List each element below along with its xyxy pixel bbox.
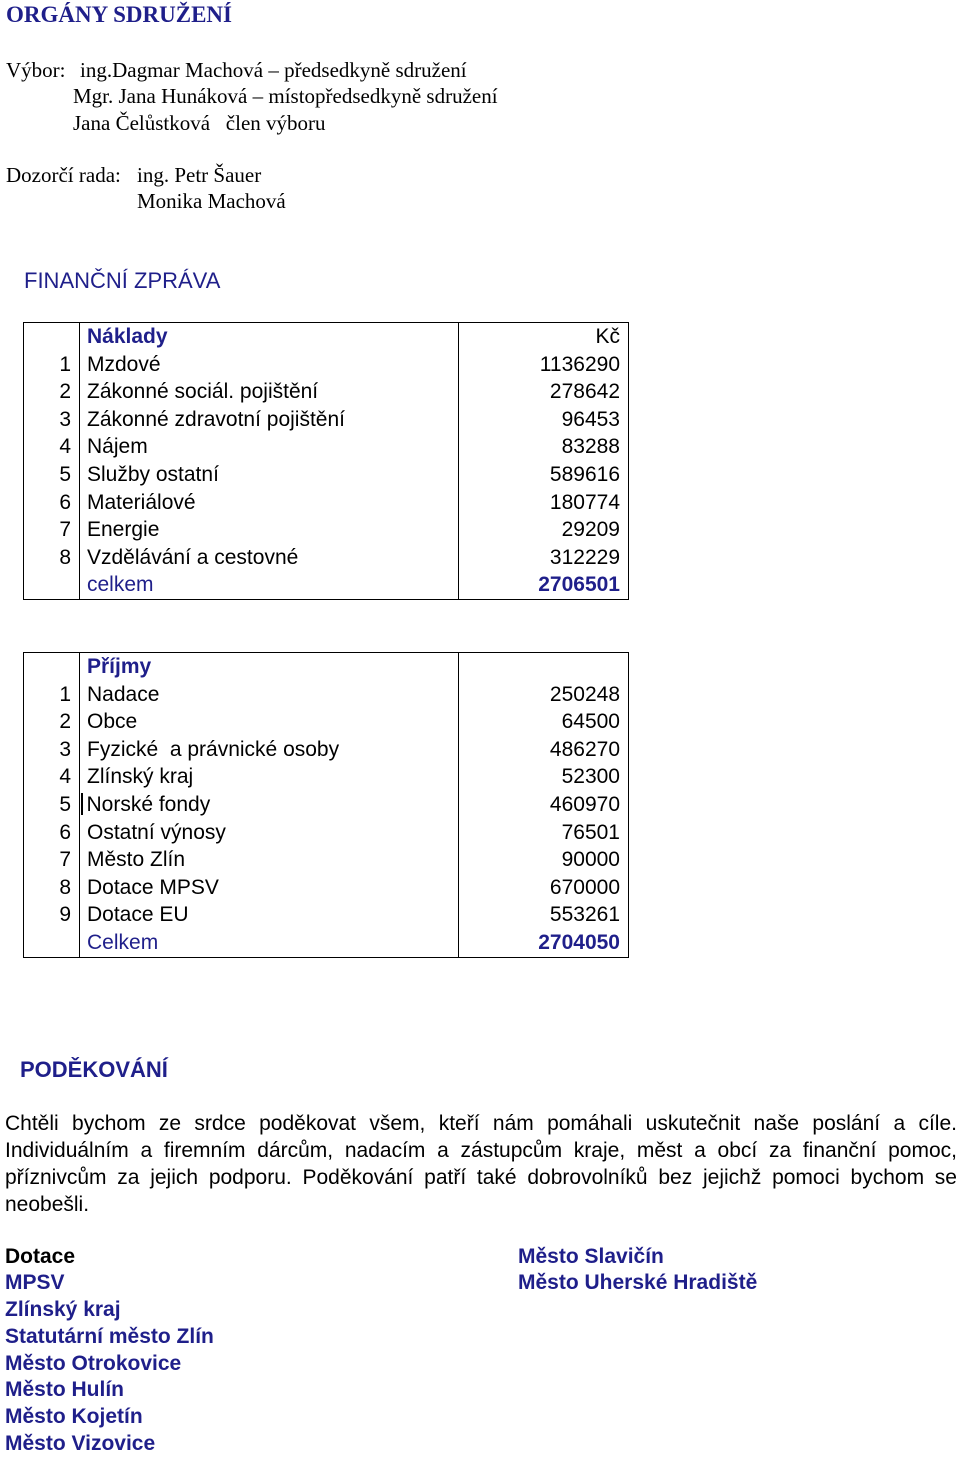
row-value: 460970 [459,791,629,819]
row-value: 553261 [459,901,629,929]
divider [81,793,83,815]
row-value: 250248 [459,681,629,709]
row-number: 5 [24,461,80,489]
donor-item: Dotace [5,1245,76,1268]
row-value: 670000 [459,874,629,902]
row-label: Město Zlín [80,846,459,874]
income-header-row [24,653,629,681]
row-number: 4 [24,763,80,791]
row-value: 486270 [459,736,629,764]
row-number: 8 [24,874,80,902]
row-number: 2 [24,708,80,736]
row-value: 64500 [459,708,629,736]
row-value: 589616 [459,461,629,489]
table-row [24,846,629,874]
income-total-row [24,929,629,957]
row-number: 3 [24,406,80,434]
row-number: 1 [24,681,80,709]
table-row [24,378,629,406]
table-cell [459,653,629,681]
table-row [24,461,629,489]
table-row [24,874,629,902]
row-number: 8 [24,544,80,572]
row-value: 180774 [459,489,629,517]
table-row [24,681,629,709]
row-value: 90000 [459,846,629,874]
row-number: 1 [24,351,80,379]
row-value: 83288 [459,433,629,461]
income-total-label: Celkem [80,929,459,957]
row-value: 96453 [459,406,629,434]
donor-item: Město Uherské Hradiště [518,1271,758,1294]
organs-title: ORGÁNY SDRUŽENÍ [6,2,232,27]
row-label: Dotace EU [80,901,459,929]
table-row [24,763,629,791]
row-number: 6 [24,489,80,517]
thanks-text: Chtěli bychom ze srdce poděkovat všem, kteří nám pomáhali uskutečnit naše poslání a cíle. Individuálním a firemním dárcům, nadacím a zástupcům kraje, měst a obcí za finanční pomoc, příznivcům za jejich podporu. Poděkování patří také dobrovolníků bez jejichž pomoci bychom se neobešli. [5,1112,957,1216]
row-number: 7 [24,846,80,874]
row-label: Nadace [80,681,459,709]
supervisory-member-1: ing. Petr Šauer [137,163,262,187]
committee-label: Výbor: [6,58,66,82]
income-header: Příjmy [80,653,459,681]
row-number: 5 [24,791,80,819]
row-label: Vzdělávání a cestovné [80,544,459,572]
row-number: 7 [24,516,80,544]
donor-item: Město Slavičín [518,1245,664,1268]
committee-member-1: ing.Dagmar Machová – předsedkyně sdružení [80,58,467,82]
table-row [24,819,629,847]
row-value: 1136290 [459,351,629,379]
donor-item: MPSV [5,1271,65,1294]
thanks-paragraph [5,1110,957,1218]
row-value: 76501 [459,819,629,847]
costs-total-value: 2706501 [459,571,629,599]
table-cell [24,323,80,351]
row-label: Zákonné sociál. pojištění [80,378,459,406]
thanks-title: PODĚKOVÁNÍ [20,1057,168,1082]
costs-header-row [24,323,629,351]
table-row [24,351,629,379]
row-label: Zákonné zdravotní pojištění [80,406,459,434]
row-label: Mzdové [80,351,459,379]
row-label: Obce [80,708,459,736]
supervisory-label: Dozorčí rada: [6,163,121,187]
row-value: 312229 [459,544,629,572]
table-cell [24,929,80,957]
row-label: Materiálové [80,489,459,517]
row-label: Ostatní výnosy [80,819,459,847]
row-number: 4 [24,433,80,461]
row-label-cell [80,791,459,819]
table-row [24,901,629,929]
income-total-value: 2704050 [459,929,629,957]
table-cell [24,653,80,681]
costs-table [23,322,629,600]
costs-header: Náklady [80,323,459,351]
row-value: 29209 [459,516,629,544]
donor-item: Zlínský kraj [5,1298,121,1321]
row-label: Nájem [80,433,459,461]
row-value: 278642 [459,378,629,406]
table-row [24,516,629,544]
row-label: Fyzické a právnické osoby [80,736,459,764]
row-number: 6 [24,819,80,847]
donor-item: Město Otrokovice [5,1352,182,1375]
table-row [24,489,629,517]
row-label: Energie [80,516,459,544]
row-value: 52300 [459,763,629,791]
donor-item: Město Vizovice [5,1432,156,1455]
row-number: 2 [24,378,80,406]
costs-total-label: celkem [80,571,459,599]
costs-total-row [24,571,629,599]
financial-report-title: FINANČNÍ ZPRÁVA [24,268,221,293]
row-label: Služby ostatní [80,461,459,489]
supervisory-member-2: Monika Machová [137,189,286,213]
table-row [24,433,629,461]
row-label: Dotace MPSV [80,874,459,902]
committee-member-2: Mgr. Jana Hunáková – místopředsedkyně sdružení [73,84,498,108]
income-table [23,652,629,958]
table-row [24,708,629,736]
table-row [24,791,629,819]
row-label: Norské fondy [86,792,211,816]
row-number: 9 [24,901,80,929]
row-label: Zlínský kraj [80,763,459,791]
table-row [24,406,629,434]
donor-item: Statutární město Zlín [5,1325,214,1348]
row-number: 3 [24,736,80,764]
table-cell [24,571,80,599]
table-row [24,544,629,572]
committee-member-3: Jana Čelůstková člen výboru [73,111,326,135]
table-row [24,736,629,764]
currency-header: Kč [459,323,629,351]
donor-item: Město Kojetín [5,1405,143,1428]
donor-item: Město Hulín [5,1378,124,1401]
